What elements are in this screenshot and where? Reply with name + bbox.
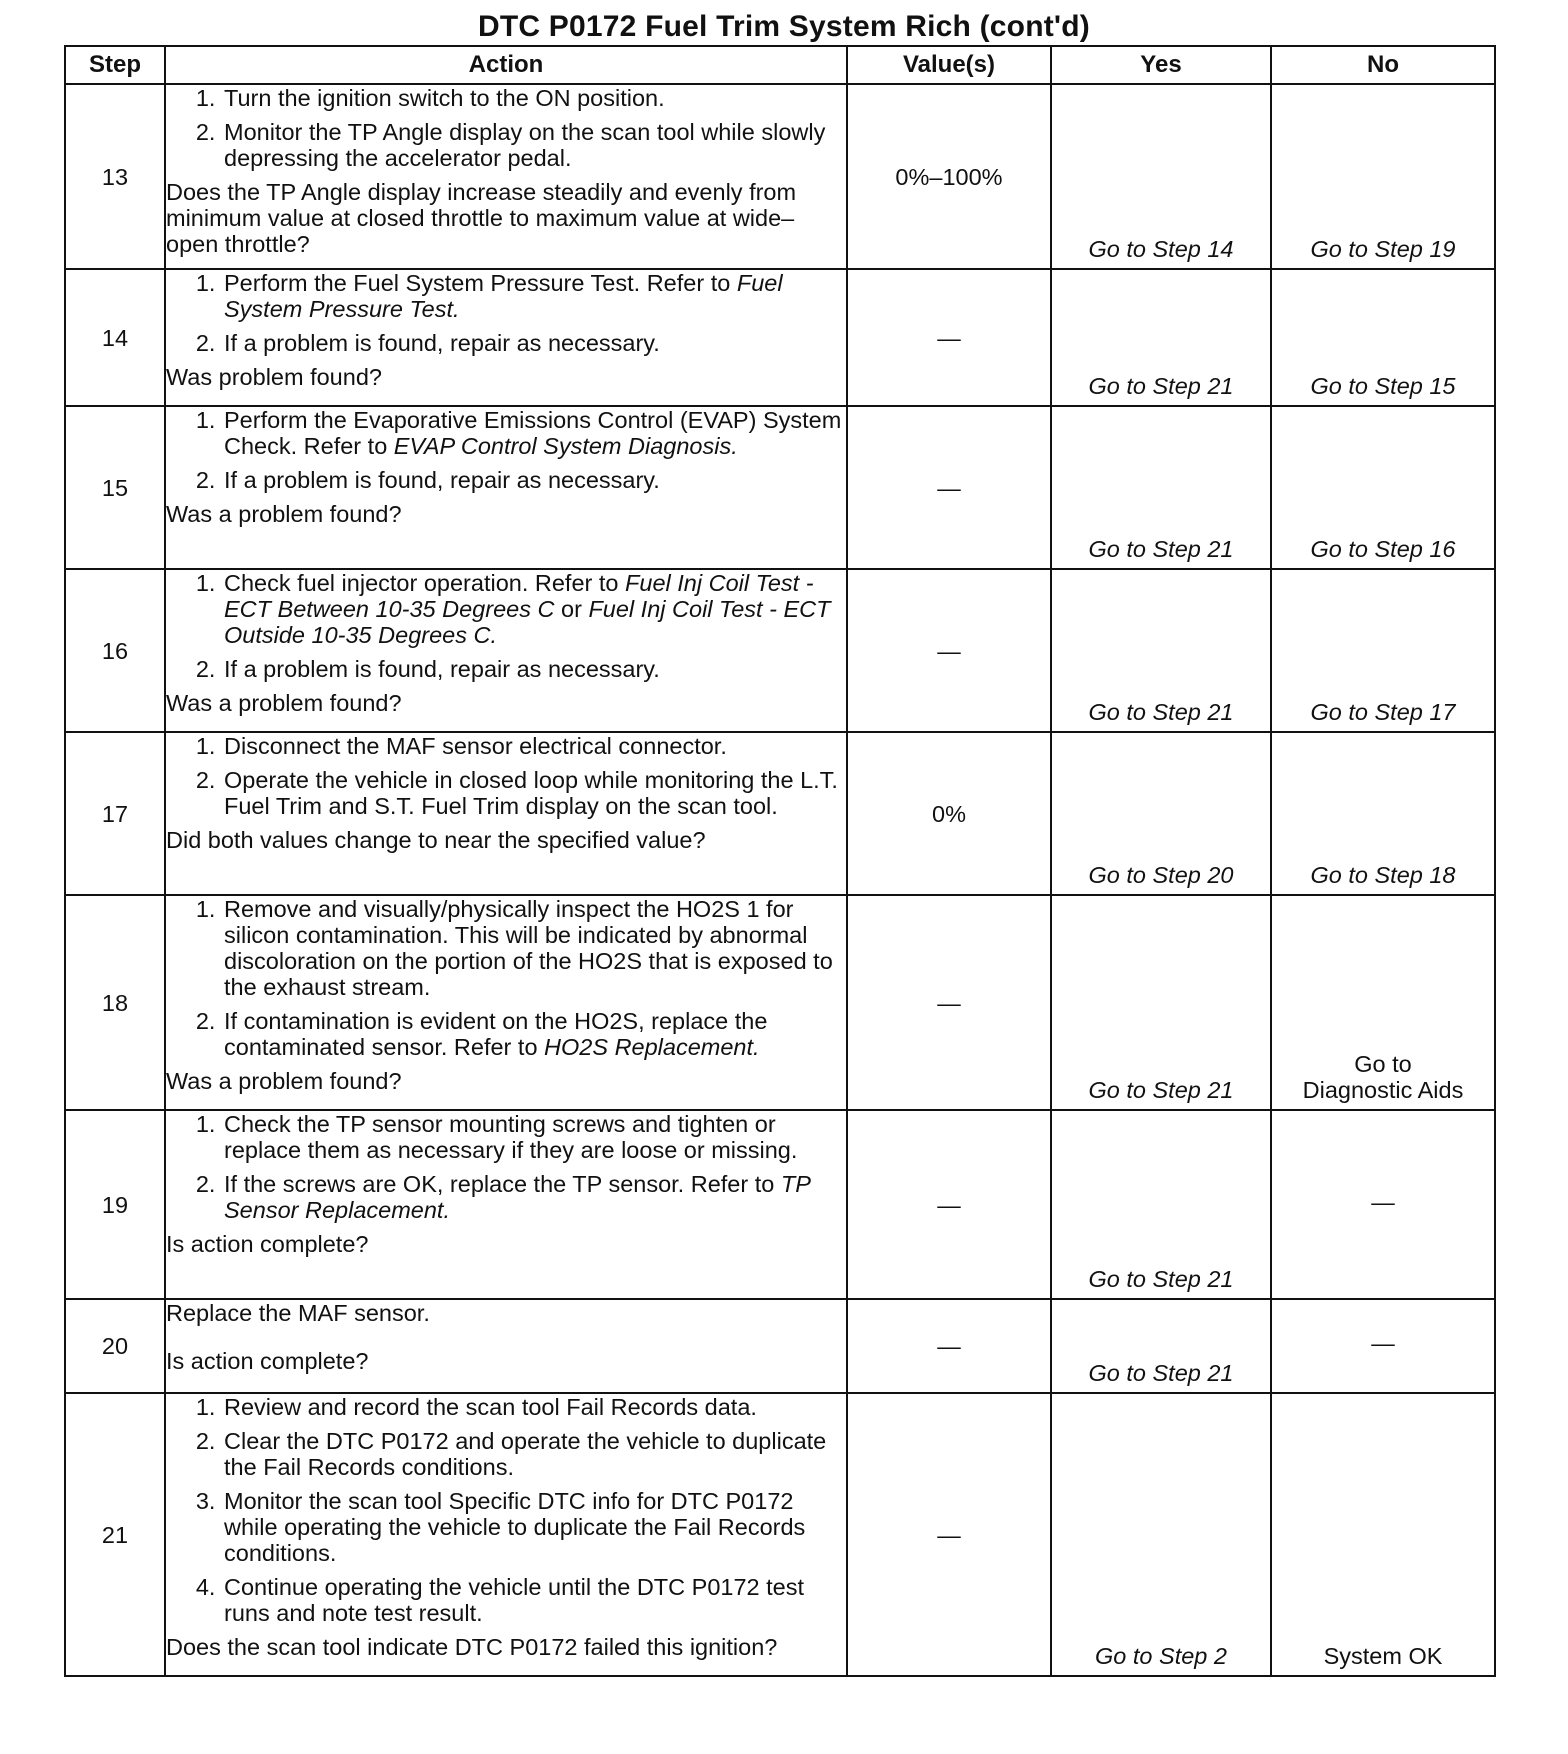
yes-result-text: Go to Step 21 [1088, 699, 1234, 725]
step-number: 15 [65, 406, 165, 569]
yes-result [1051, 406, 1271, 569]
action-text: Check the TP sensor mounting screws and tighten or replace them as necessary if they are loose or missing. [224, 1111, 798, 1163]
col-header-values: Value(s) [847, 46, 1051, 84]
action-step [222, 896, 846, 1000]
action-text: Operate the vehicle in closed loop while monitoring the L.T. Fuel Trim and S.T. Fuel Trim display on the scan tool. [224, 767, 838, 819]
no-result [1271, 269, 1495, 406]
yes-result [1051, 84, 1271, 269]
yes-result [1051, 269, 1271, 406]
action-text: Remove and visually/physically inspect the HO2S 1 for silicon contamination. This will be indicated by abnormal discoloration on the portion of the HO2S that is exposed to the exhaust stream. [224, 896, 833, 1000]
action-question: Does the scan tool indicate DTC P0172 failed this ignition? [166, 1634, 778, 1660]
action-steps-list [166, 570, 846, 682]
action-question: Is action complete? [166, 1231, 369, 1257]
value-cell: — [847, 269, 1051, 406]
action-step [222, 1488, 846, 1566]
no-result [1271, 406, 1495, 569]
no-result [1271, 569, 1495, 732]
action-steps-list [166, 85, 846, 171]
action-text: Review and record the scan tool Fail Records data. [224, 1394, 757, 1420]
table-row [65, 1299, 1495, 1393]
value-cell: — [847, 406, 1051, 569]
action-cell [165, 269, 847, 406]
action-text: Continue operating the vehicle until the DTC P0172 test runs and note test result. [224, 1574, 805, 1626]
no-result-text: Go to Step 18 [1310, 862, 1456, 888]
step-number: 14 [65, 269, 165, 406]
action-text: Disconnect the MAF sensor electrical connector. [224, 733, 727, 759]
value-cell: — [847, 1110, 1051, 1299]
yes-result [1051, 1393, 1271, 1676]
value-cell: — [847, 569, 1051, 732]
action-question: Does the TP Angle display increase steadily and evenly from minimum value at closed throttle to maximum value at wide–open throttle? [166, 179, 797, 257]
procedure-reference: Fuel Inj Coil Test - ECT Between 10-35 Degrees C [224, 570, 814, 622]
action-step [222, 270, 846, 322]
col-header-action: Action [165, 46, 847, 84]
no-result [1271, 1393, 1495, 1676]
value-cell: — [847, 895, 1051, 1110]
step-number: 18 [65, 895, 165, 1110]
action-step [222, 407, 846, 459]
step-number: 20 [65, 1299, 165, 1393]
yes-result-text: Go to Step 21 [1088, 1266, 1234, 1292]
action-step [222, 1171, 846, 1223]
table-row [65, 1110, 1495, 1299]
yes-result-text: Go to Step 21 [1088, 1360, 1234, 1386]
action-cell [165, 1393, 847, 1676]
procedure-reference: Fuel Inj Coil Test - ECT Outside 10-35 Degrees C. [224, 596, 831, 648]
action-step [222, 767, 846, 819]
yes-result-text: Go to Step 14 [1088, 236, 1234, 262]
table-row [65, 84, 1495, 269]
yes-result-text: Go to Step 21 [1088, 536, 1234, 562]
no-result-text: Go to Diagnostic Aids [1302, 1051, 1464, 1103]
action-text: Monitor the TP Angle display on the scan tool while slowly depressing the accelerator pedal. [224, 119, 826, 171]
action-step [222, 330, 846, 356]
col-header-yes: Yes [1051, 46, 1271, 84]
action-step [222, 1574, 846, 1626]
no-result [1271, 1299, 1495, 1393]
action-step [222, 656, 846, 682]
action-text: or [554, 596, 589, 622]
step-number: 19 [65, 1110, 165, 1299]
action-step [222, 570, 846, 648]
col-header-no: No [1271, 46, 1495, 84]
action-steps-list [166, 407, 846, 493]
action-question: Was problem found? [166, 364, 382, 390]
action-text: Turn the ignition switch to the ON position. [224, 85, 665, 111]
table-row [65, 269, 1495, 406]
value-cell: 0%–100% [847, 84, 1051, 269]
yes-result [1051, 732, 1271, 895]
action-cell [165, 84, 847, 269]
action-text: Perform the Fuel System Pressure Test. Refer to [224, 270, 737, 296]
action-steps-list [166, 896, 846, 1060]
table-row [65, 1393, 1495, 1676]
step-number: 21 [65, 1393, 165, 1676]
yes-result [1051, 895, 1271, 1110]
col-header-step: Step [65, 46, 165, 84]
yes-result-text: Go to Step 20 [1088, 862, 1234, 888]
header-row [65, 46, 1495, 84]
table-body [65, 84, 1495, 1676]
action-question: Was a problem found? [166, 1068, 402, 1094]
action-cell [165, 895, 847, 1110]
action-question: Was a problem found? [166, 690, 402, 716]
yes-result-text: Go to Step 2 [1095, 1643, 1227, 1669]
action-question: Did both values change to near the specified value? [166, 827, 706, 853]
action-text: Clear the DTC P0172 and operate the vehicle to duplicate the Fail Records conditions. [224, 1428, 827, 1480]
action-cell [165, 732, 847, 895]
action-question: Is action complete? [166, 1348, 369, 1374]
action-step [222, 119, 846, 171]
action-text: If a problem is found, repair as necessary. [224, 467, 660, 493]
action-text: Monitor the scan tool Specific DTC info for DTC P0172 while operating the vehicle to duplicate the Fail Records conditions. [224, 1488, 806, 1566]
table-row [65, 569, 1495, 732]
action-steps-list [166, 733, 846, 819]
step-number: 13 [65, 84, 165, 269]
action-steps-list [166, 270, 846, 356]
action-text: If contamination is evident on the HO2S, replace the contaminated sensor. Refer to [224, 1008, 768, 1060]
no-result-text: Go to Step 16 [1310, 536, 1456, 562]
no-result-text: Go to Step 17 [1310, 699, 1456, 725]
no-result-text: Go to Step 15 [1310, 373, 1456, 399]
step-number: 17 [65, 732, 165, 895]
table-row [65, 732, 1495, 895]
action-step [222, 467, 846, 493]
no-result-text: System OK [1323, 1643, 1443, 1669]
action-steps-list [166, 1394, 846, 1626]
no-result [1271, 84, 1495, 269]
no-result-text: Go to Step 19 [1310, 236, 1456, 262]
action-text: Check fuel injector operation. Refer to [224, 570, 626, 596]
action-steps-list [166, 1111, 846, 1223]
action-question: Was a problem found? [166, 501, 402, 527]
yes-result [1051, 569, 1271, 732]
action-step [222, 1008, 846, 1060]
action-step [222, 1428, 846, 1480]
no-result-text: — [1371, 1188, 1395, 1215]
yes-result-text: Go to Step 21 [1088, 1077, 1234, 1103]
action-step [222, 733, 846, 759]
no-result [1271, 895, 1495, 1110]
action-text: If a problem is found, repair as necessary. [224, 330, 660, 356]
procedure-reference: Fuel System Pressure Test. [224, 270, 783, 322]
action-cell [165, 1299, 847, 1393]
value-cell: — [847, 1299, 1051, 1393]
yes-result [1051, 1110, 1271, 1299]
procedure-reference: HO2S Replacement. [544, 1034, 760, 1060]
value-cell: 0% [847, 732, 1051, 895]
action-text: If a problem is found, repair as necessary. [224, 656, 660, 682]
procedure-reference: TP Sensor Replacement. [224, 1171, 811, 1223]
no-result [1271, 732, 1495, 895]
action-cell [165, 1110, 847, 1299]
action-cell [165, 569, 847, 732]
table-row [65, 406, 1495, 569]
procedure-reference: EVAP Control System Diagnosis. [393, 433, 738, 459]
value-cell: — [847, 1393, 1051, 1676]
action-text: If the screws are OK, replace the TP sensor. Refer to [224, 1171, 781, 1197]
table-row [65, 895, 1495, 1110]
yes-result-text: Go to Step 21 [1088, 373, 1234, 399]
page-title: DTC P0172 Fuel Trim System Rich (cont'd) [478, 10, 1090, 43]
action-instruction: Replace the MAF sensor. [166, 1300, 430, 1326]
yes-result [1051, 1299, 1271, 1393]
no-result [1271, 1110, 1495, 1299]
step-number: 16 [65, 569, 165, 732]
action-step [222, 1394, 846, 1420]
action-step [222, 85, 846, 111]
action-cell [165, 406, 847, 569]
dtc-table [64, 45, 1496, 1677]
no-result-text: — [1371, 1330, 1395, 1356]
action-text: Perform the Evaporative Emissions Control (EVAP) System Check. Refer to [224, 407, 842, 459]
action-step [222, 1111, 846, 1163]
